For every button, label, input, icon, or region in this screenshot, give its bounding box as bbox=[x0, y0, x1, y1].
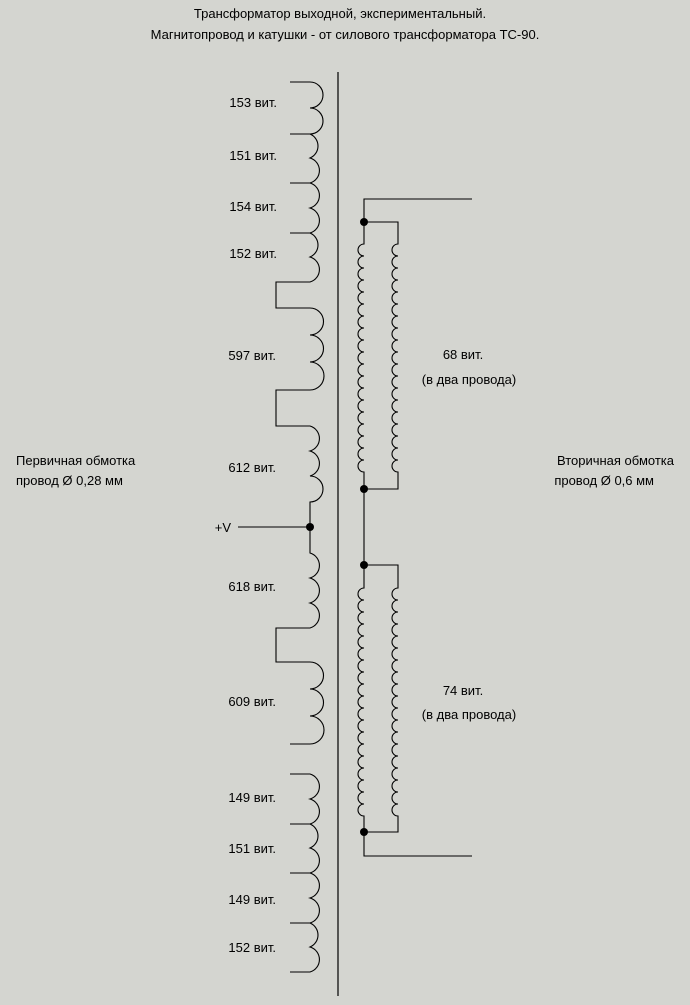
junction-dot bbox=[360, 218, 368, 226]
section-label: 149 вит. bbox=[228, 790, 276, 805]
supply-label: +V bbox=[214, 520, 231, 535]
secondary-lower-coil-a bbox=[358, 565, 364, 832]
secondary-label-line-1: Вторичная обмотка bbox=[556, 453, 674, 468]
primary-coil-1 bbox=[290, 82, 323, 134]
section-label: 152 вит. bbox=[229, 246, 277, 261]
primary-section-labels bbox=[228, 95, 277, 955]
section-label: 152 вит. bbox=[228, 940, 276, 955]
secondary-upper-coil-a bbox=[358, 222, 364, 489]
junction-dot bbox=[360, 561, 368, 569]
secondary-winding bbox=[358, 199, 472, 856]
section-label: 151 вит. bbox=[228, 841, 276, 856]
primary-coil-2 bbox=[290, 134, 319, 183]
title-line-1: Трансформатор выходной, экспериментальный. bbox=[193, 6, 487, 21]
primary-coil-5 bbox=[290, 774, 319, 824]
junction-dot bbox=[360, 485, 368, 493]
junction-dot bbox=[360, 828, 368, 836]
section-label: 609 вит. bbox=[228, 694, 276, 709]
primary-coil-6 bbox=[290, 824, 319, 873]
secondary-lower-coil-b bbox=[364, 565, 398, 832]
primary-coil-7 bbox=[290, 873, 319, 923]
primary-coil-8 bbox=[290, 923, 319, 972]
section-label: 612 вит. bbox=[228, 460, 276, 475]
section-label: 618 вит. bbox=[228, 579, 276, 594]
secondary-lead-top bbox=[364, 199, 472, 222]
secondary-label-line-2: провод Ø 0,6 мм bbox=[554, 473, 654, 488]
primary-coil-4 bbox=[276, 233, 324, 744]
upper-secondary-turns: 68 вит. bbox=[442, 347, 484, 362]
primary-label-line-2: провод Ø 0,28 мм bbox=[16, 473, 123, 488]
supply-junction-dot bbox=[306, 523, 314, 531]
title-line-2: Магнитопровод и катушки - от силового трансформатора ТС-90. bbox=[150, 27, 540, 42]
section-label: 154 вит. bbox=[229, 199, 277, 214]
secondary-lead-bottom bbox=[364, 832, 472, 856]
lower-secondary-turns: 74 вит. bbox=[442, 683, 484, 698]
section-label: 149 вит. bbox=[228, 892, 276, 907]
lower-secondary-note: (в два провода) bbox=[421, 707, 517, 722]
secondary-upper-coil-b bbox=[364, 222, 398, 489]
primary-label-line-1: Первичная обмотка bbox=[16, 453, 136, 468]
upper-secondary-note: (в два провода) bbox=[421, 372, 517, 387]
section-label: 151 вит. bbox=[229, 148, 277, 163]
section-label: 597 вит. bbox=[228, 348, 276, 363]
section-label: 153 вит. bbox=[229, 95, 277, 110]
primary-coil-3 bbox=[290, 183, 319, 233]
